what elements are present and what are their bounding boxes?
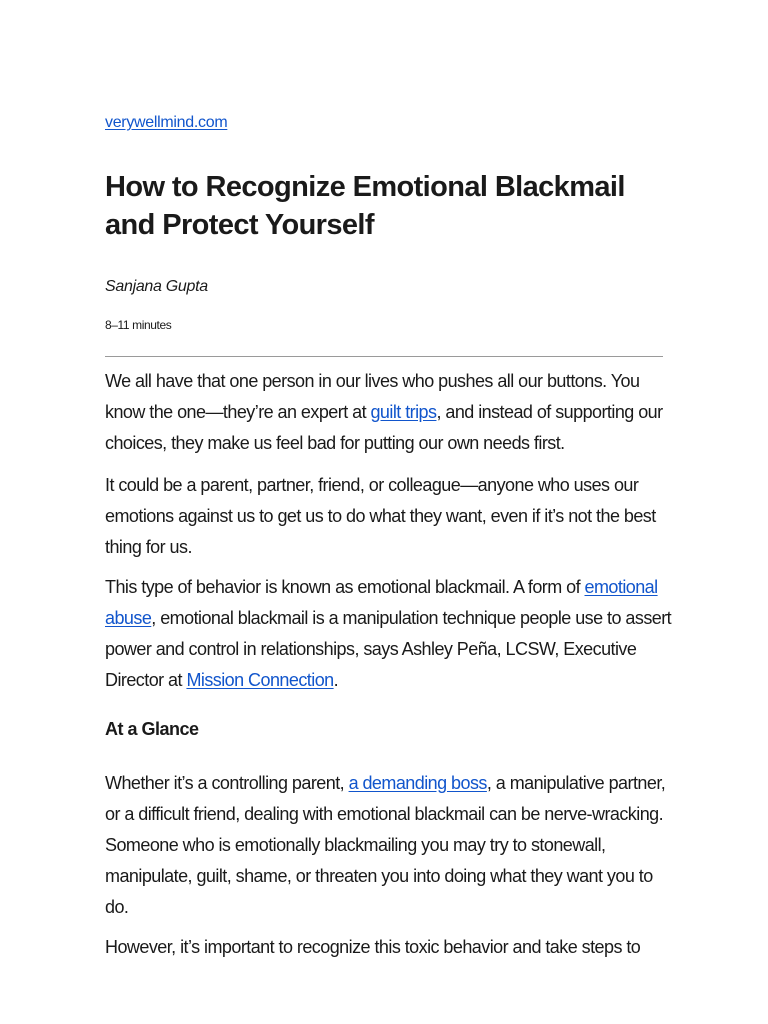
paragraph-intro <box>105 366 675 459</box>
paragraph-however: However, it’s important to recognize this toxic behavior and take steps to <box>105 937 641 957</box>
paragraph-text: , a manipulative partner, or a difficult friend, dealing with emotional blackmail can be nerve-wracking. Someone who is emotionally blackmailing you may try to stonewall, manipulate, guilt, shame, or threaten you into doing what they want you to do. <box>105 773 666 917</box>
source-link[interactable]: verywellmind.com <box>105 114 228 131</box>
paragraph-text: . <box>333 670 339 690</box>
divider <box>105 356 663 357</box>
guilt-trips-link[interactable]: guilt trips <box>370 402 437 422</box>
paragraph-text: Whether it’s a controlling parent, <box>105 773 349 793</box>
read-time: 8–11 minutes <box>105 318 172 332</box>
paragraph-text: , emotional blackmail is a manipulation technique people use to assert power and control in relationships, says Ashley Peña, LCSW, Executive Director at <box>105 608 672 690</box>
section-heading-at-a-glance: At a Glance <box>105 719 199 739</box>
paragraph-glance <box>105 768 675 923</box>
paragraph-who: It could be a parent, partner, friend, or colleague—anyone who uses our emotions against us to get us to do what they want, even if it’s not the best thing for us. <box>105 475 656 557</box>
paragraph-text: , and instead of supporting our choices, they make us feel bad for putting our own needs first. <box>105 402 663 453</box>
author-name: Sanjana Gupta <box>105 278 208 295</box>
demanding-boss-link[interactable]: a demanding boss <box>348 773 487 793</box>
emotional-abuse-link[interactable]: emotional abuse <box>105 577 658 628</box>
paragraph-definition <box>105 572 675 696</box>
paragraph-text: We all have that one person in our lives who pushes all our buttons. You know the one—they’re an expert at <box>105 371 640 422</box>
article-title <box>105 168 675 244</box>
title-line-2: and Protect Yourself <box>105 209 374 241</box>
mission-connection-link[interactable]: Mission Connection <box>186 670 334 690</box>
title-line-1: How to Recognize Emotional Blackmail <box>105 171 625 203</box>
paragraph-text: This type of behavior is known as emotional blackmail. A form of <box>105 577 585 597</box>
